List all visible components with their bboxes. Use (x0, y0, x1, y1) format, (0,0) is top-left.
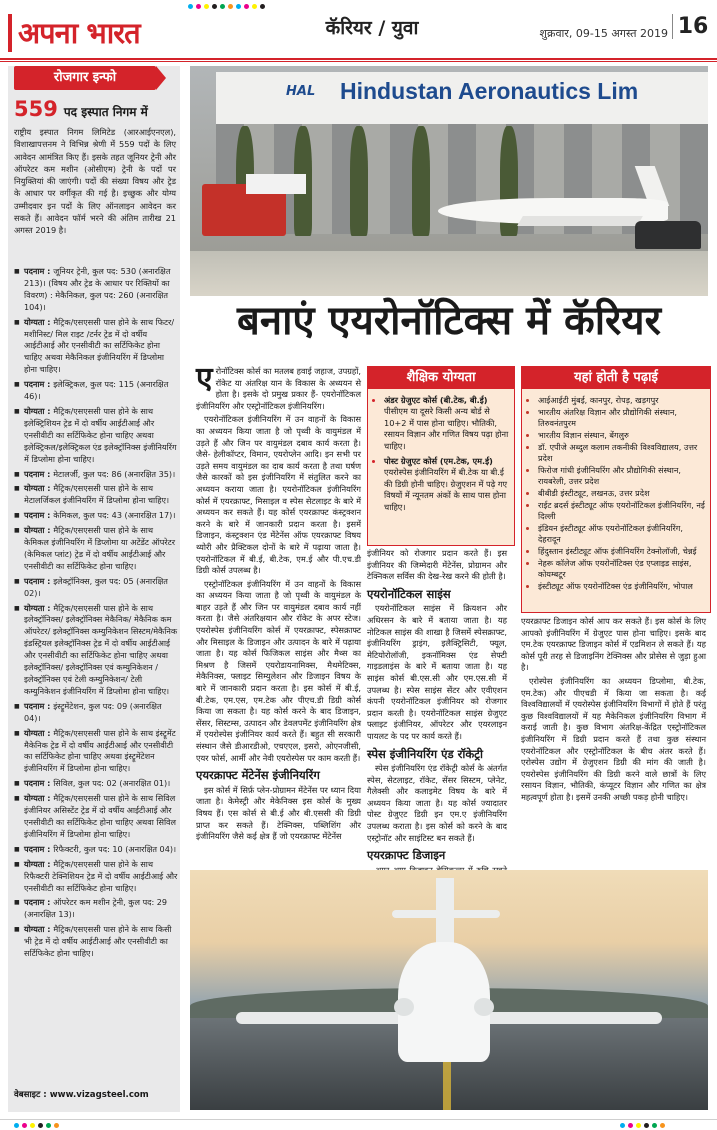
main-headline: बनाएं एयरोनॉटिक्स में कॅरियर (190, 296, 708, 346)
bottom-color-dots (14, 1122, 59, 1128)
vacancy-item (14, 728, 178, 776)
jet-on-tarmac-photo (190, 870, 708, 1110)
vacancy-item (14, 701, 178, 725)
vacancy-item-text: ऑपरेटर कम मशीन ट्रेनी, कुल पद: 29 (अनारक्षित 13)। (24, 897, 168, 920)
subheading-space-rocketry: स्पेस इंजीनियरिंग एंड रॉकेट्री (367, 746, 483, 761)
vacancy-item-text: इलेक्ट्रॉनिक्स, कुल पद: 05 (अनारक्षित 02)। (24, 575, 168, 598)
institute-item: • नेहरू कॉलेज ऑफ एयरोनॉटिक्स एंड एप्लाइड साइंस, कोयम्बटूर (538, 558, 706, 580)
paragraph: एरोस्पेस इंजीनियरिंग का अध्ययन डिप्लोमा, बी.टेक, एम.टेक) और पीएचडी में किया जा सकता है। कई विश्वविद्यालयों में एयरोस्पेस इंजीनियरिंग विभागों में होते हैं परंतु कुछ विश्वविद्यालयों में यह मैकेनिकल इंजीनियरिंग विभाग में कराई जाती है। कुछ विभाग अंतरिक्ष-केंद्रित एस्ट्रोनॉटिकल इंजीनियरिंग में डिग्री प्रदान करते हैं तथा कुछ संस्थान एयरोनॉटिकल और एस्ट्रोनॉटिकल के बीच अंतर करते हैं। एरोस्पेस उद्योग में ग्रेजुएशन डिग्री की मांग की जाती है। एयरोस्पेस इंजीनियरिंग की डिग्री करने वाले छात्रों के लिए रसायन विज्ञान, भौतिकी, कंप्यूटर विज्ञान और गणित का क्षेत्र महत्वपूर्ण होता है। इसमें उनकी अच्छी पकड़ होनी चाहिए। (521, 675, 706, 802)
vacancy-item-label: योग्यता : (24, 405, 54, 416)
sidebar-website[interactable]: वेबसाइट : www.vizagsteel.com (14, 1090, 149, 1100)
vacancy-item-text: मेटालर्जी, कुल पद: 86 (अनारक्षित 35)। (53, 468, 176, 479)
vacancy-item (14, 603, 178, 698)
vacancy-item-text: इलेक्ट्रिकल, कुल पद: 115 (अनारक्षित 46)। (24, 379, 169, 402)
article-column-3 (521, 616, 706, 806)
header-rule-thin (0, 61, 717, 62)
article-column-2 (367, 548, 507, 890)
qualification-title: शैक्षिक योग्यता (368, 367, 514, 389)
vacancy-item-text: मैट्रिक/एसएससी पास होने के साथ इंस्ट्रूमेंट मैकेनिक ट्रेड में दो वर्षीय आईटीआई और एनसीवीटी का सर्टिफिकेट होना चाहिए अथवा इंस्ट्रूमेंटेशन इंजीनियरिंग में डिप्लोमा होना चाहिए। (24, 727, 176, 774)
article-column-1: एरोनॉटिक्स कोर्स का मतलब हवाई जहाज, उपग्रहों, रॉकेट या अंतरिक्ष यान के विकास के अध्ययन से होता है। इसके दो प्रमुख प्रकार हैं- एयरोनॉटिकल इंजीनियरिंग और एस्ट्रोनॉटिकल इंजीनियरिंग। एयरोनॉटिकल इंजीनियरिंग में उन वाहनों के विकास का अध्ययन किया जाता है जो पृथ्वी के वायुमंडल में उड़ते हैं और जिन पर वायुमंडल दबाव कार्य करता है। जैसे- हेलीकॉप्टर, विमान, एयरोप्लेन आदि। इन सभी पर उड़ते समय वायुमंडल का दाब कार्य करता है तथा घर्षण जैसे कारकों को इस इंजीनियरिंग में संतुलित करने का अध्ययन कराया जाता है। एयरोनॉटिकल इंजीनियरिंग कोर्स में एयरक्राफ्ट, मिसाइल व स्पेस सेटलाइट के बारे में अध्ययन कर सकते हैं। यह कोर्स एयरक्राफ्ट कंस्ट्रक्शन करने के बारे में जानकारी प्रदान करता है। इसमें डिजाइन, कंस्ट्रक्शन एंड मेंटेनेंस ऑफ एयरक्राफ्ट विषय थ्योरी और प्रैक्टिकल दोनों के बारे में पढ़ाया जाता है। एयरोनॉटिकल में बी.ई, बी.टेक, एम.ई और पी.एच.डी डिग्री कोर्स उपलब्ध है। एस्ट्रोनॉटिकल इंजीनियरिंग में उन वाहनों के विकास का अध्ययन किया जाता है जो पृथ्वी के वायुमंडल के बाहर उड़ते हैं और जिन पर वायुमंडल दबाव कार्य नहीं करता है। जैसे अंतरिक्षयान और रॉकेट के अपर स्टेज। एयरोस्पेस इंजीनियरिंग कोर्स में एयरक्राफ्ट, स्पेसक्राफ्ट और मिसाइल के डिजाइन और उत्पादन के बारे में पढ़ाया जाता है। यह कोर्स फिजिकल साइंस और मैथ्स का मिश्रण है जिसमें एयरोडायनामिक्स, मैथमेटिक्स, मेकैनिक्स, फ्लाइट सिम्युलेशन और डिजाइन विषय के बारे में जानकारी प्रदान करता है। इस कोर्स में बी.ई, बी.टेक, एम.एस, एम.टेक और पीएच.डी डिग्री कोर्स किया जा सकता है। यह कोर्स करने के बाद डिजाइन, सेंसर, सिस्टम्स, उत्पादन और डेवलपमेंट इंजीनियरिंग क्षेत्र में एयरोस्पेस इंजीनियर कार्य करते हैं। बहुत सी सरकारी संस्थान जैसे डीआरडीओ, एचएएल, इसरो, ओएनजीसी, एयर फोर्स, आर्मी और नेवी एयरोस्पेस पर काम करती हैं। एयरक्राफ्ट मेंटेनेंस इंजीनियरिंग इस कोर्स में सिर्फ़ प्लेन-प्रोग्रामन मेंटेनेंस पर ध्यान दिया जाता है। केमेस्ट्री और मेकेनिक्स इस कोर्स के मुख्य विषय हैं। एस कोर्स से बी.ई और बी.एससी की डिग्री प्राप्त कर सकते हैं। टेक्निक्स, पब्लिशिंग और इंजीनियरिंग जैसे कई क्षेत्र हैं जो एयरक्राफ्ट मेंटेनेंस (196, 361, 361, 842)
institutes-title: यहां होती है पढ़ाई (522, 367, 710, 389)
vacancy-item-text: इंस्ट्रूमेंटेशन, कुल पद: 09 (अनारक्षित 04)। (24, 700, 162, 723)
vacancy-item-text: मैट्रिक/एसएससी पास होने के साथ मेटालर्जिकल इंजीनियरिंग में डिप्लोमा होना चाहिए। (24, 483, 170, 506)
hal-logo: HAL (286, 84, 316, 99)
vacancy-item-label: योग्यता : (24, 316, 54, 327)
vacancy-item-label: योग्यता : (24, 602, 54, 613)
hal-building-sign: Hindustan Aeronautics Lim (340, 78, 639, 104)
qualification-text: एयरोस्पेस इंजीनियरिंग में बी.टेक या बी.ई की डिग्री होनी चाहिए। ग्रेजुएशन में पढ़े गए विषयों में न्यूनतम अंकों के साथ पास होना चाहिए। (384, 467, 508, 512)
vacancy-item-text: मैट्रिक/एसएससी पास होने के साथ रिफैक्टरी टेक्निशियन ट्रेड में दो वर्षीय आईटीआई और एनसीवीटी का सर्टिफिकेट होना चाहिए। (24, 858, 178, 893)
page-number: 16 (672, 14, 713, 39)
vacancy-item (14, 317, 178, 377)
vacancy-item-text: रिफैक्टरी, कुल पद: 10 (अनारक्षित 04)। (53, 843, 177, 854)
vacancy-item-label: पदनाम : (24, 778, 54, 789)
vacancy-item-label: योग्यता : (24, 525, 54, 536)
institute-item: • आईआईटी मुंबई, कानपुर, रोपड़, खड़गपुर (538, 395, 706, 406)
vacancy-item (14, 859, 178, 895)
hal-hangar-photo (190, 66, 708, 306)
vacancy-item (14, 844, 178, 856)
qualification-item (384, 395, 510, 452)
sidebar-intro: राष्ट्रीय इस्पात निगम लिमिटेड (आरआईएनएल), विशाखापत्तनम ने विभिन्न श्रेणी में 559 पदों के लिए आवेदन आमंत्रित किए हैं। इसके तहत जूनियर ट्रेनी और ऑपरेटर कम मशीन (ओसीएम) ट्रेनी के पदों पर नियुक्तियां की जाएंगी। पदों की संख्या विषय और ट्रेड के आधार पर वर्गीकृत की गई है। इच्छुक और योग्य उम्मीदवार इन पदों के लिए ऑनलाइन आवेदन कर सकते हैं। आवेदन फॉर्म भरने की अंतिम तारीख 21 अगस्त 2019 है। (14, 127, 176, 236)
vacancy-item-text: मैट्रिक/एसएससी पास होने के साथ केमिकल इंजीनियरिंग में डिप्लोमा या अटेंडेंट ऑपरेटर (केमिकल प्लांट) ट्रेड में दो वर्षीय आईटीआई और एनसीवीटी का सर्टिफिकेट होना चाहिए। (24, 525, 176, 571)
brand-logo: अपना भारत (8, 12, 158, 54)
vacancy-item (14, 406, 178, 466)
vacancy-item-label: योग्यता : (24, 483, 54, 494)
subheading-aero-science: एयरोनॉटिकल साइंस (367, 586, 451, 601)
paragraph: एयरक्राफ्ट डिजाइन कोर्स आप कर सकते हैं। इस कोर्स के लिए आपको इंजीनियरिंग में ग्रेजुएट पास होना चाहिए। इसके बाद एम.टेक एयरक्राफ्ट डिजाइन कोर्स में एडमिशन ले सकते हैं। यह कोर्स पूरी तरह से डिजाइनिंग टेक्निक्स और प्रोसेस से जुड़ा हुआ है। (521, 616, 706, 673)
vacancy-item (14, 469, 178, 481)
paragraph: एयरोनॉटिकल साइंस में क्रियशन और अधिरसन के बारे में बताया जाता है। यह नोटिकल साइंस की शाखा है जिसमें स्पेसक्राफ्ट, इंजीनियरिंग ड्राइंग, इलैक्ट्रिसिटी, फ्यूल, मेटियोरोलॉजी, इकनॉमिक्स एंड सेफ्टी गाइडलाइंस के बारे में बताया जाता है। यह साइंस कोर्स बी.एस.सी और एम.एस.सी में उपलब्ध है। स्पेस साइंस सेंटर और एवीएशन कंपनी एयरोनॉटिकल इंजीनियर को रोजगार प्रदान करती है। एयरोनॉटिकल साइंस ग्रेजुएट फ्लाइट इंजीनियर, ऑपरेटर और एयरलाइन पायलट के पद पर कार्य करते हैं। (367, 603, 507, 741)
institute-item: • भारतीय विज्ञान संस्थान, बेंगलुरु (538, 430, 706, 441)
dropcap: ए (196, 361, 213, 396)
institutes-box (521, 366, 711, 613)
vacancy-item-label: पदनाम : (24, 379, 54, 390)
vacancy-item-text: मैट्रिक/एसएससी पास होने के साथ इलेक्ट्रिशियन ट्रेड में दो वर्षीय आईटीआई और एनसीवीटी का सर्टिफिकेट होना चाहिए अथवा इलेक्ट्रिकल/इलेक्ट्रिकल एंड इलेक्ट्रॉनिक्स इंजीनियरिंग में डिप्लोमा होना चाहिए। (24, 405, 177, 464)
vacancy-item (14, 778, 178, 790)
qualification-course: अंडर ग्रेजुएट कोर्स (बी.टेक, बी.ई) (384, 395, 488, 405)
vacancy-item-label: योग्यता : (24, 727, 54, 738)
paragraph: एस्ट्रोनॉटिकल इंजीनियरिंग में उन वाहनों के विकास का अध्ययन किया जाता है जो पृथ्वी के वायुमंडल के बाहर उड़ते हैं और जिन पर वायुमंडल दबाव कार्य नहीं करता है। जैसे अंतरिक्षयान और रॉकेट के अपर स्टेज। एयरोस्पेस इंजीनियरिंग कोर्स में एयरक्राफ्ट, स्पेसक्राफ्ट और मिसाइल के डिजाइन और उत्पादन के बारे में पढ़ाया जाता है। यह कोर्स फिजिकल साइंस और मैथ्स का मिश्रण है जिसमें एयरोडायनामिक्स, मैथमेटिक्स, मेकैनिक्स, फ्लाइट सिम्युलेशन और डिजाइन विषय के बारे में जानकारी प्रदान करता है। इस कोर्स में बी.ई, बी.टेक, एम.एस, एम.टेक और पीएच.डी डिग्री कोर्स किया जा सकता है। यह कोर्स करने के बाद डिजाइन, सेंसर, सिस्टम्स, उत्पादन और डेवलपमेंट इंजीनियरिंग क्षेत्र में एयरोस्पेस इंजीनियर कार्य करते हैं। बहुत सी सरकारी संस्थान जैसे डीआरडीओ, एचएएल, इसरो, ओएनजीसी, एयर फोर्स, आर्मी और नेवी एयरोस्पेस पर काम करती हैं। (196, 578, 361, 763)
vacancy-item (14, 897, 178, 921)
vacancy-count: 559 (14, 97, 58, 121)
sidebar-title: रोजगार इन्फो (14, 66, 156, 90)
institute-item: • फिरोज गांधी इंजीनियरिंग और प्रौद्योगिकी संस्थान, रायबरेली, उत्तर प्रदेश (538, 465, 706, 487)
paragraph: इस कोर्स में सिर्फ़ प्लेन-प्रोग्रामन मेंटेनेंस पर ध्यान दिया जाता है। केमेस्ट्री और मेकेनिक्स इस कोर्स के मुख्य विषय हैं। एस कोर्स से बी.ई और बी.एससी की डिग्री प्राप्त कर सकते हैं। टेक्निक्स, पब्लिशिंग और इंजीनियरिंग जैसे कई क्षेत्र हैं जो एयरक्राफ्ट मेंटेनेंस (196, 784, 361, 842)
vacancy-item-label: पदनाम : (24, 843, 54, 854)
vacancy-list (14, 266, 178, 963)
vacancy-item-text: जूनियर ट्रेनी, कुल पद: 530 (अनारक्षित 213)। (विषय और ट्रेड के आधार पर रिक्तियों का विवरण) : मेकैनिकल, कुल पद: 260 (अनारक्षित 104)। (24, 266, 171, 312)
subheading-aircraft-design: एयरक्राफ्ट डिजाइन (367, 848, 446, 863)
qualification-box (367, 366, 515, 546)
institute-item: • राईट ब्रदर्स इंस्टीट्यूट ऑफ एयरोनॉटिकल इंजीनियरिंग, नई दिल्ली (538, 500, 706, 522)
vacancy-item-text: मैट्रिक/एसएससी पास होने के साथ इलेक्ट्रॉनिक्स/ इलेक्ट्रॉनिक्स मेकैनिक/ मेकैनिक कम ऑपरेटर/ इलेक्ट्रॉनिक्स कम्युनिकेशन सिस्टम/मेकैनिक इंडस्ट्रियल इलेक्ट्रॉनिक्स ट्रेड में दो वर्षीय आईटीआई और एनसीवीटी का सर्टिफिकेट होना चाहिए अथवा इलेक्ट्रॉनिक्स/ इलेक्ट्रॉनिक्स एवं कम्युनिकेशन / इलेक्ट्रॉनिक्स एवं टेली कम्युनिकेशन/ टेली कम्युनिकेशन इंजीनियरिंग में डिप्लोमा होना चाहिए। (24, 602, 178, 696)
paragraph: स्पेस इंजीनियरिंग एंड रॉकेट्री कोर्स के अंतर्गत स्पेस, सेटलाइट, रॉकेट, सेंसर सिस्टम, प्लेनेट, गैलेक्सी और कलाइमेट विषय के बारे में अध्ययन किया जाता है। यह कोर्स ज्यादातर पोस्ट ग्रेजुएट डिग्री इन एम.ए इंजीनियरिंग उपलब्ध कराता है। इस कोर्स को करने के बाद एस्ट्रोनॉट और साइंटिस्ट बन सकते हैं। (367, 763, 507, 843)
qualification-text: पीसीएम या दूसरे किसी अन्य बोर्ड से 10+2 में पास होना चाहिए। भौतिकी, रसायन विज्ञान और गणित विषय पढ़ा होना चाहिए। (384, 406, 509, 451)
suv (635, 221, 701, 249)
institute-item: • हिंदुस्तान इंस्टीट्यूट ऑफ इंजीनियरिंग टेक्नोलॉजी, चेन्नई (538, 546, 706, 557)
bottom-color-dots-right (620, 1122, 665, 1128)
subheading-maintenance: एयरक्राफ्ट मेंटेनेंस इंजीनियरिंग (196, 768, 320, 783)
top-color-dots (188, 3, 265, 9)
institute-item: • इंडियन इंस्टीट्यूट ऑफ एयरोनॉटिकल इंजीनियरिंग, देहरादून (538, 523, 706, 545)
vacancy-heading: पद इस्पात निगम में (63, 105, 148, 119)
section-title: कॅरियर / युवा (325, 17, 419, 39)
qualification-list (368, 389, 514, 521)
qualification-course: पोस्ट ग्रेजुएट कोर्स (एम.टेक, एम.ई) (384, 456, 493, 467)
footer-rule (0, 1119, 717, 1120)
vacancy-item (14, 266, 178, 314)
vacancy-item (14, 924, 178, 960)
qualification-item (384, 456, 510, 513)
vacancy-item-label: योग्यता : (24, 858, 54, 869)
vacancy-item-text: सिविल, कुल पद: 02 (अनारक्षित 01)। (53, 778, 171, 789)
vacancy-item-label: पदनाम : (24, 897, 54, 908)
vacancy-item-text: मैट्रिक/एसएससी पास होने के साथ किसी भी ट्रेड में दो वर्षीय आईटीआई और एनसीवीटी का सर्टिफिकेट होना चाहिए। (24, 924, 172, 959)
institute-item: • इंस्टीट्यूट ऑफ एयरोनॉटिक्स एंड इंजीनियरिंग, भोपाल (538, 581, 706, 592)
vacancy-item (14, 379, 178, 403)
institutes-list (522, 389, 710, 597)
vacancy-item-label: पदनाम : (24, 510, 54, 521)
header-rule (0, 58, 717, 60)
vacancy-item-label: योग्यता : (24, 924, 54, 935)
sidebar-headline (14, 97, 178, 121)
vacancy-item-label: पदनाम : (24, 468, 54, 479)
vacancy-item-label: पदनाम : (24, 700, 54, 711)
vacancy-item-label: पदनाम : (24, 575, 54, 586)
vacancy-item (14, 510, 178, 522)
vacancy-item (14, 793, 178, 841)
paragraph: इंजीनियर को रोजगार प्रदान करते हैं। इस इंजीनियर की जिम्मेदारी मेंटेनेंस, प्रोग्रामन और टेक्निकल सर्विस की देख-रेख करने की होती है। (367, 548, 507, 582)
vacancy-item-text: मैट्रिक/एसएससी पास होने के साथ सिविल इंजीनियर असिस्टेंट ट्रेड में दो वर्षीय आईटीआई और एनसीवीटी का सर्टिफिकेट होना चाहिए अथवा सिविल इंजीनियरिंग में डिप्लोमा होना चाहिए। (24, 793, 177, 839)
issue-date: शुक्रवार, 09-15 अगस्त 2019 (539, 27, 668, 40)
institute-item: • डॉ. एपीजे अब्दुल कलाम तकनीकी विश्वविद्यालय, उत्तर प्रदेश (538, 442, 706, 464)
vacancy-item-text: मैट्रिक/एसएससी पास होने के साथ फिटर/ मशीनिस्ट/ मिल राइट /टर्नर ट्रेड में दो वर्षीय आईटीआई और एनसीवीटी का सर्टिफिकेट होना चाहिए अथवा मेकैनिकल इंजीनियरिंग में डिप्लोमा होना चाहिए। (24, 316, 175, 375)
paragraph: एयरोनॉटिकल इंजीनियरिंग में उन वाहनों के विकास का अध्ययन किया जाता है जो पृथ्वी के वायुमंडल में उड़ते हैं और जिन पर वायुमंडल दबाव कार्य करता है। जैसे- हेलीकॉप्टर, विमान, एयरोप्लेन आदि। इन सभी पर उड़ते समय वायुमंडल का दाब कार्य करता है तथा घर्षण जैसे कारकों को इस इंजीनियरिंग में संतुलित करने का अध्ययन कराया जाता है। एयरोनॉटिकल इंजीनियरिंग कोर्स में एयरक्राफ्ट, मिसाइल व स्पेस सेटलाइट के बारे में अध्ययन कर सकते हैं। यह कोर्स एयरक्राफ्ट कंस्ट्रक्शन करने के बारे में जानकारी प्रदान करता है। इसमें डिजाइन, कंस्ट्रक्शन एंड मेंटेनेंस ऑफ एयरक्राफ्ट विषय थ्योरी और प्रैक्टिकल दोनों के बारे में पढ़ाया जाता है। एयरोनॉटिकल में बी.ई, बी.टेक, एम.ई और पी.एच.डी डिग्री कोर्स उपलब्ध है। (196, 414, 361, 576)
institute-item: • भारतीय अंतरिक्ष विज्ञान और प्रौद्योगिकी संस्थान, तिरुवनंतपुरम (538, 407, 706, 429)
vacancy-item (14, 525, 178, 573)
vacancy-item-text: केमिकल, कुल पद: 43 (अनारक्षित 17)। (53, 510, 176, 521)
vacancy-item-label: पदनाम : (24, 266, 54, 276)
vacancy-item (14, 576, 178, 600)
institute-item: • बीबीडी इंस्टीट्यूट, लखनऊ, उत्तर प्रदेश (538, 488, 706, 499)
sidebar-title-arrow (156, 66, 166, 90)
vacancy-item-label: योग्यता : (24, 793, 54, 804)
vacancy-item (14, 483, 178, 507)
